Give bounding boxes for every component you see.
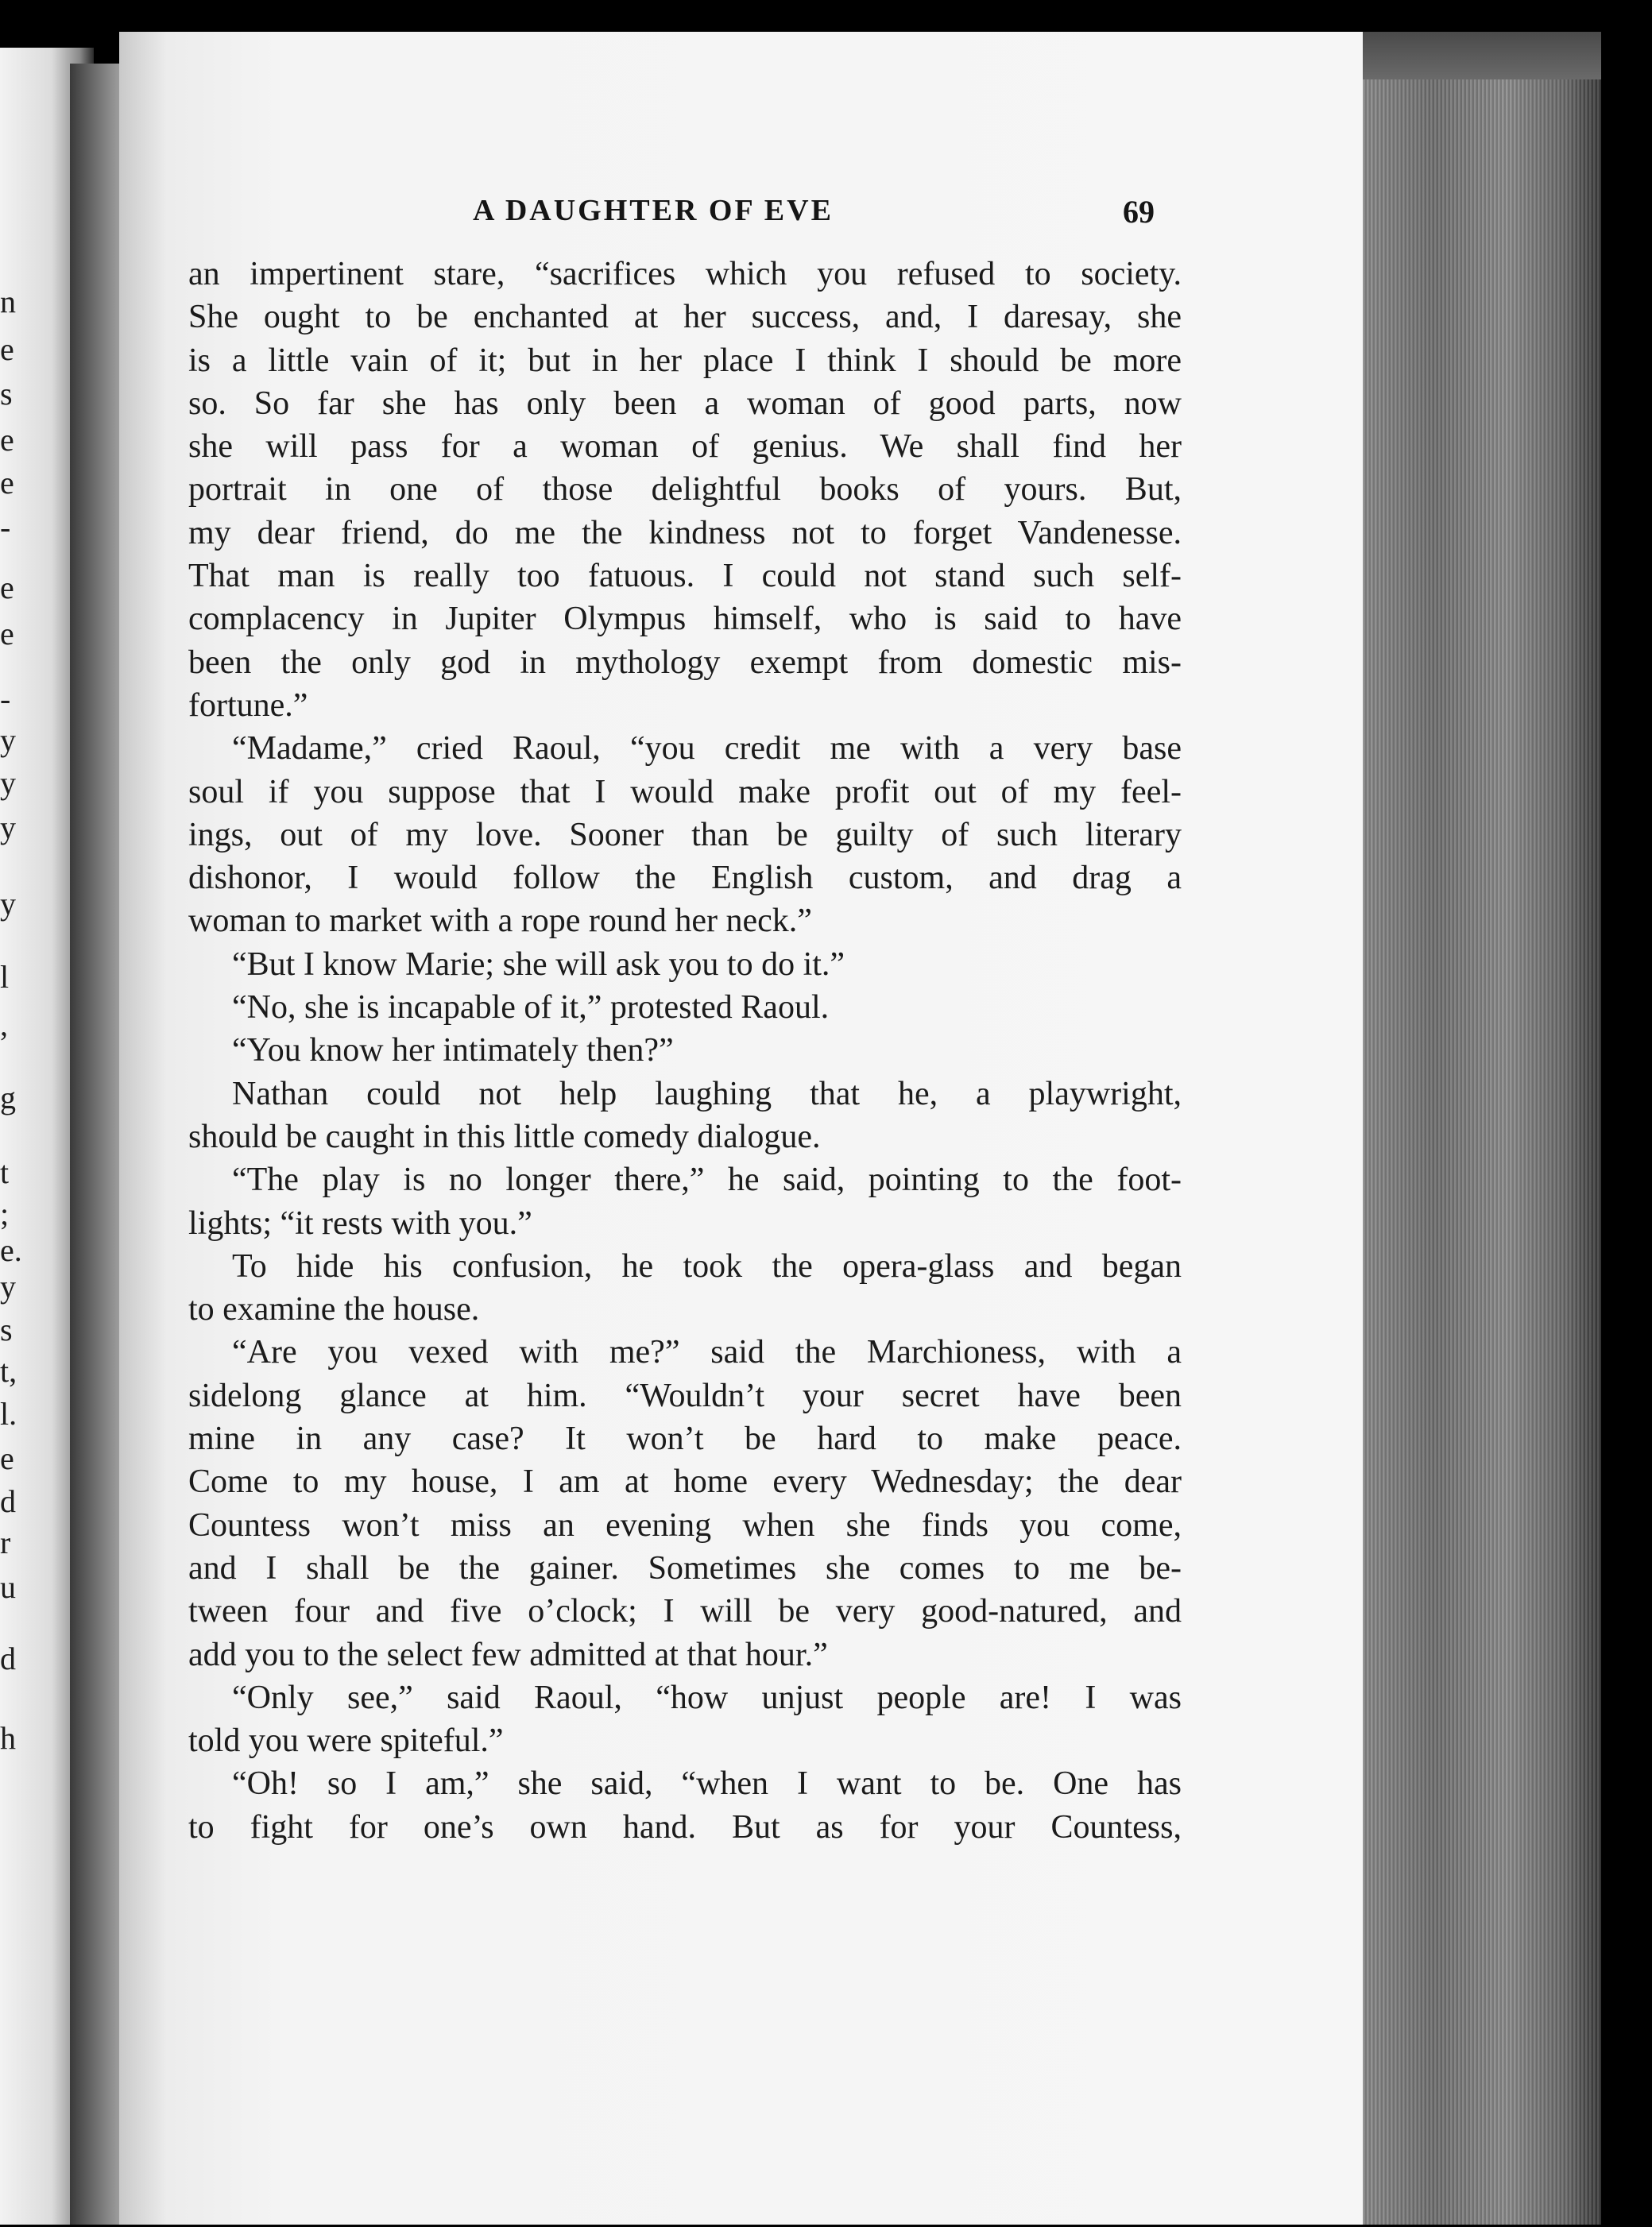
text-line: fortune.” [188, 686, 308, 724]
text-line: “But I know Marie; she will ask you to do it.” [232, 945, 845, 983]
left-page-letter: g [0, 1080, 16, 1115]
text-line: “Oh! so I am,” she said, “when I want to be. One has [232, 1765, 1182, 1803]
text-line: to examine the house. [188, 1291, 480, 1328]
page-edges-top [1363, 32, 1601, 79]
text-line: been the only god in mythology exempt from domestic mis- [188, 644, 1182, 681]
left-page-letter: , [0, 1007, 8, 1042]
left-page-letter: s [0, 376, 13, 412]
text-line: soul if you suppose that I would make profit out of my feel- [188, 773, 1182, 810]
left-page-letter: d [0, 1641, 16, 1676]
text-line: complacency in Jupiter Olympus himself, who is said to have [188, 601, 1182, 638]
text-line: ings, out of my love. Sooner than be guilty of such literary [188, 816, 1182, 853]
text-line: to fight for one’s own hand. But as for your Countess, [188, 1808, 1182, 1846]
page-body-text [188, 253, 1182, 1849]
text-line: is a little vain of it; but in her place I think I should be more [188, 342, 1182, 379]
left-page-letter: s [0, 1312, 13, 1347]
left-page-letter: e. [0, 1232, 22, 1268]
text-line: That man is really too fatuous. I could not stand such self- [188, 558, 1182, 595]
text-line: woman to market with a rope round her neck.” [188, 903, 812, 940]
text-line: “Are you vexed with me?” said the Marchioness, with a [232, 1334, 1182, 1371]
left-page-letter: d [0, 1483, 16, 1519]
left-page-letter: e [0, 465, 14, 501]
left-page-letter: y [0, 722, 16, 758]
text-line: “Madame,” cried Raoul, “you credit me with a very base [232, 730, 1182, 767]
text-line: “You know her intimately then?” [232, 1032, 674, 1069]
text-line: add you to the select few admitted at that hour.” [188, 1636, 828, 1673]
left-page-letter: h [0, 1720, 16, 1756]
text-line: “The play is no longer there,” he said, pointing to the foot- [232, 1162, 1182, 1199]
left-page-letter: t [0, 1154, 10, 1190]
running-head: A DAUGHTER OF EVE [473, 194, 834, 227]
left-page-letter: l [0, 959, 10, 995]
left-page-letter: e [0, 1440, 14, 1476]
text-line: Countess won’t miss an evening when she finds you come, [188, 1506, 1182, 1544]
left-page-letter: y [0, 810, 16, 845]
left-page-letter: y [0, 886, 16, 922]
text-line: lights; “it rests with you.” [188, 1204, 532, 1242]
left-page-letter: y [0, 765, 16, 801]
left-page-letter: e [0, 422, 14, 458]
left-page-letter: t, [0, 1353, 17, 1389]
text-line: dishonor, I would follow the English custom, and drag a [188, 860, 1182, 897]
left-page-letter: y [0, 1269, 16, 1305]
text-line: Come to my house, I am at home every Wednesday; the dear [188, 1463, 1182, 1501]
left-page-letter: - [0, 509, 11, 545]
left-page-letter: ; [0, 1196, 10, 1231]
text-line: an impertinent stare, “sacrifices which you refused to society. [188, 256, 1182, 292]
text-line: tween four and five o’clock; I will be very good-natured, and [188, 1593, 1182, 1630]
text-line: portrait in one of those delightful books of yours. But, [188, 471, 1182, 508]
left-page-letter: e [0, 616, 14, 651]
left-page-letter: l. [0, 1396, 17, 1432]
left-page-letter: - [0, 681, 11, 717]
text-line: mine in any case? It won’t be hard to make peace. [188, 1421, 1182, 1458]
text-line: Nathan could not help laughing that he, a playwright, [232, 1075, 1182, 1112]
left-page-letter: e [0, 570, 14, 605]
page-number: 69 [1123, 194, 1155, 230]
page-edges [1363, 32, 1601, 2225]
text-line: She ought to be enchanted at her success, and, I daresay, she [188, 299, 1182, 336]
left-page-letter: u [0, 1569, 16, 1605]
text-line: “No, she is incapable of it,” protested Raoul. [232, 989, 830, 1027]
left-page-letter: r [0, 1525, 11, 1560]
text-line: so. So far she has only been a woman of good parts, now [188, 385, 1182, 422]
text-line: my dear friend, do me the kindness not to forget Vandenesse. [188, 514, 1182, 551]
text-line: “Only see,” said Raoul, “how unjust people are! I was [232, 1679, 1182, 1716]
text-line: To hide his confusion, he took the opera-glass and began [232, 1247, 1182, 1285]
text-line: told you were spiteful.” [188, 1722, 504, 1760]
left-page-letter: e [0, 331, 14, 367]
left-page-letters [0, 48, 24, 2225]
text-line: should be caught in this little comedy dialogue. [188, 1118, 821, 1155]
text-line: sidelong glance at him. “Wouldn’t your secret have been [188, 1377, 1182, 1414]
text-line: and I shall be the gainer. Sometimes she comes to me be- [188, 1549, 1182, 1587]
left-page-letter: n [0, 284, 16, 319]
text-line: she will pass for a woman of genius. We shall find her [188, 428, 1182, 466]
